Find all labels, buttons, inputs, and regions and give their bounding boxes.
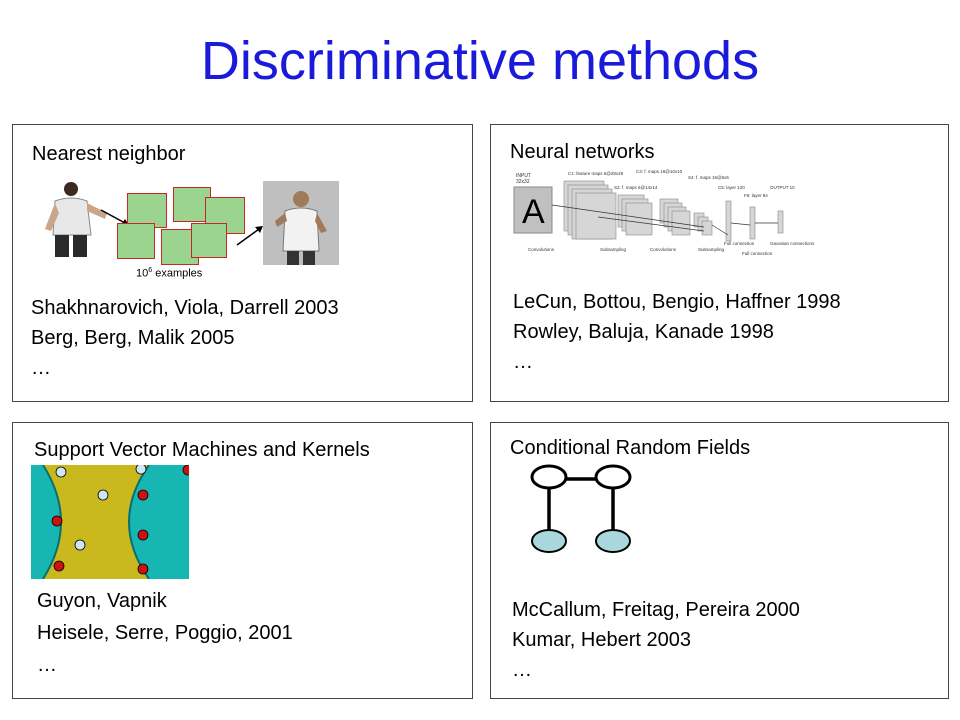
example-frame	[117, 223, 155, 259]
reference-item: McCallum, Freitag, Pereira 2000	[512, 599, 800, 621]
crf-node	[532, 530, 566, 552]
crf-node	[596, 466, 630, 488]
svg-text:INPUT: INPUT	[516, 173, 531, 179]
svg-text:S2: f. maps 6@14x14: S2: f. maps 6@14x14	[614, 185, 658, 190]
svg-text:C1: feature maps 6@28x28: C1: feature maps 6@28x28	[568, 171, 624, 176]
examples-label: $10^6$ examples	[136, 267, 203, 280]
svg-text:F6: layer 84: F6: layer 84	[744, 193, 768, 198]
svg-text:OUTPUT 10: OUTPUT 10	[770, 185, 795, 190]
reference-item: LeCun, Bottou, Bengio, Haffner 1998	[513, 291, 841, 313]
panel-title: Neural networks	[510, 141, 655, 163]
reference-item: Berg, Berg, Malik 2005	[31, 327, 235, 349]
example-frame	[191, 223, 227, 258]
svg-text:Convolutions: Convolutions	[528, 247, 555, 252]
svg-text:Gaussian connections: Gaussian connections	[770, 241, 815, 246]
lenet-diagram	[508, 165, 830, 259]
reference-item: …	[513, 351, 533, 373]
svg-text:C5: layer 120: C5: layer 120	[718, 185, 745, 190]
references	[512, 595, 800, 685]
svg-text:S4: f. maps 16@5x5: S4: f. maps 16@5x5	[688, 175, 729, 180]
crf-node	[596, 530, 630, 552]
panel-svm	[12, 422, 473, 699]
reference-item: …	[31, 357, 51, 379]
reference-item: Rowley, Baluja, Kanade 1998	[513, 321, 774, 343]
reference-item: Heisele, Serre, Poggio, 2001	[37, 622, 293, 644]
svg-text:Convolutions: Convolutions	[650, 247, 677, 252]
svg-text:Subsampling: Subsampling	[600, 247, 627, 252]
panel-neural-networks	[490, 124, 949, 402]
references	[37, 585, 293, 681]
svg-text:C3: f. maps 16@10x10: C3: f. maps 16@10x10	[636, 169, 683, 174]
svg-text:Full connection: Full connection	[724, 241, 755, 246]
svg-text:32x32: 32x32	[516, 179, 530, 185]
svm-margin-figure	[31, 465, 189, 579]
input-letter: A	[522, 193, 545, 231]
reference-item: Shakhnarovich, Viola, Darrell 2003	[31, 297, 339, 319]
references	[31, 293, 339, 383]
panel-title: Support Vector Machines and Kernels	[34, 439, 370, 461]
reference-item: …	[512, 659, 532, 681]
crf-graph	[527, 463, 639, 555]
crf-node	[532, 466, 566, 488]
result-avatar	[263, 181, 339, 265]
svg-text:Full connection: Full connection	[742, 251, 773, 256]
panel-nearest-neighbor	[12, 124, 473, 402]
reference-item: Guyon, Vapnik	[37, 590, 167, 612]
panel-title: Conditional Random Fields	[510, 437, 751, 459]
svg-text:Subsampling: Subsampling	[698, 247, 725, 252]
reference-item: Kumar, Hebert 2003	[512, 629, 691, 651]
reference-item: …	[37, 654, 57, 676]
arrow-icon	[233, 221, 267, 249]
references	[513, 287, 841, 377]
panel-title: Nearest neighbor	[32, 143, 186, 165]
panel-crf	[490, 422, 949, 699]
slide-title: Discriminative methods	[200, 31, 760, 91]
